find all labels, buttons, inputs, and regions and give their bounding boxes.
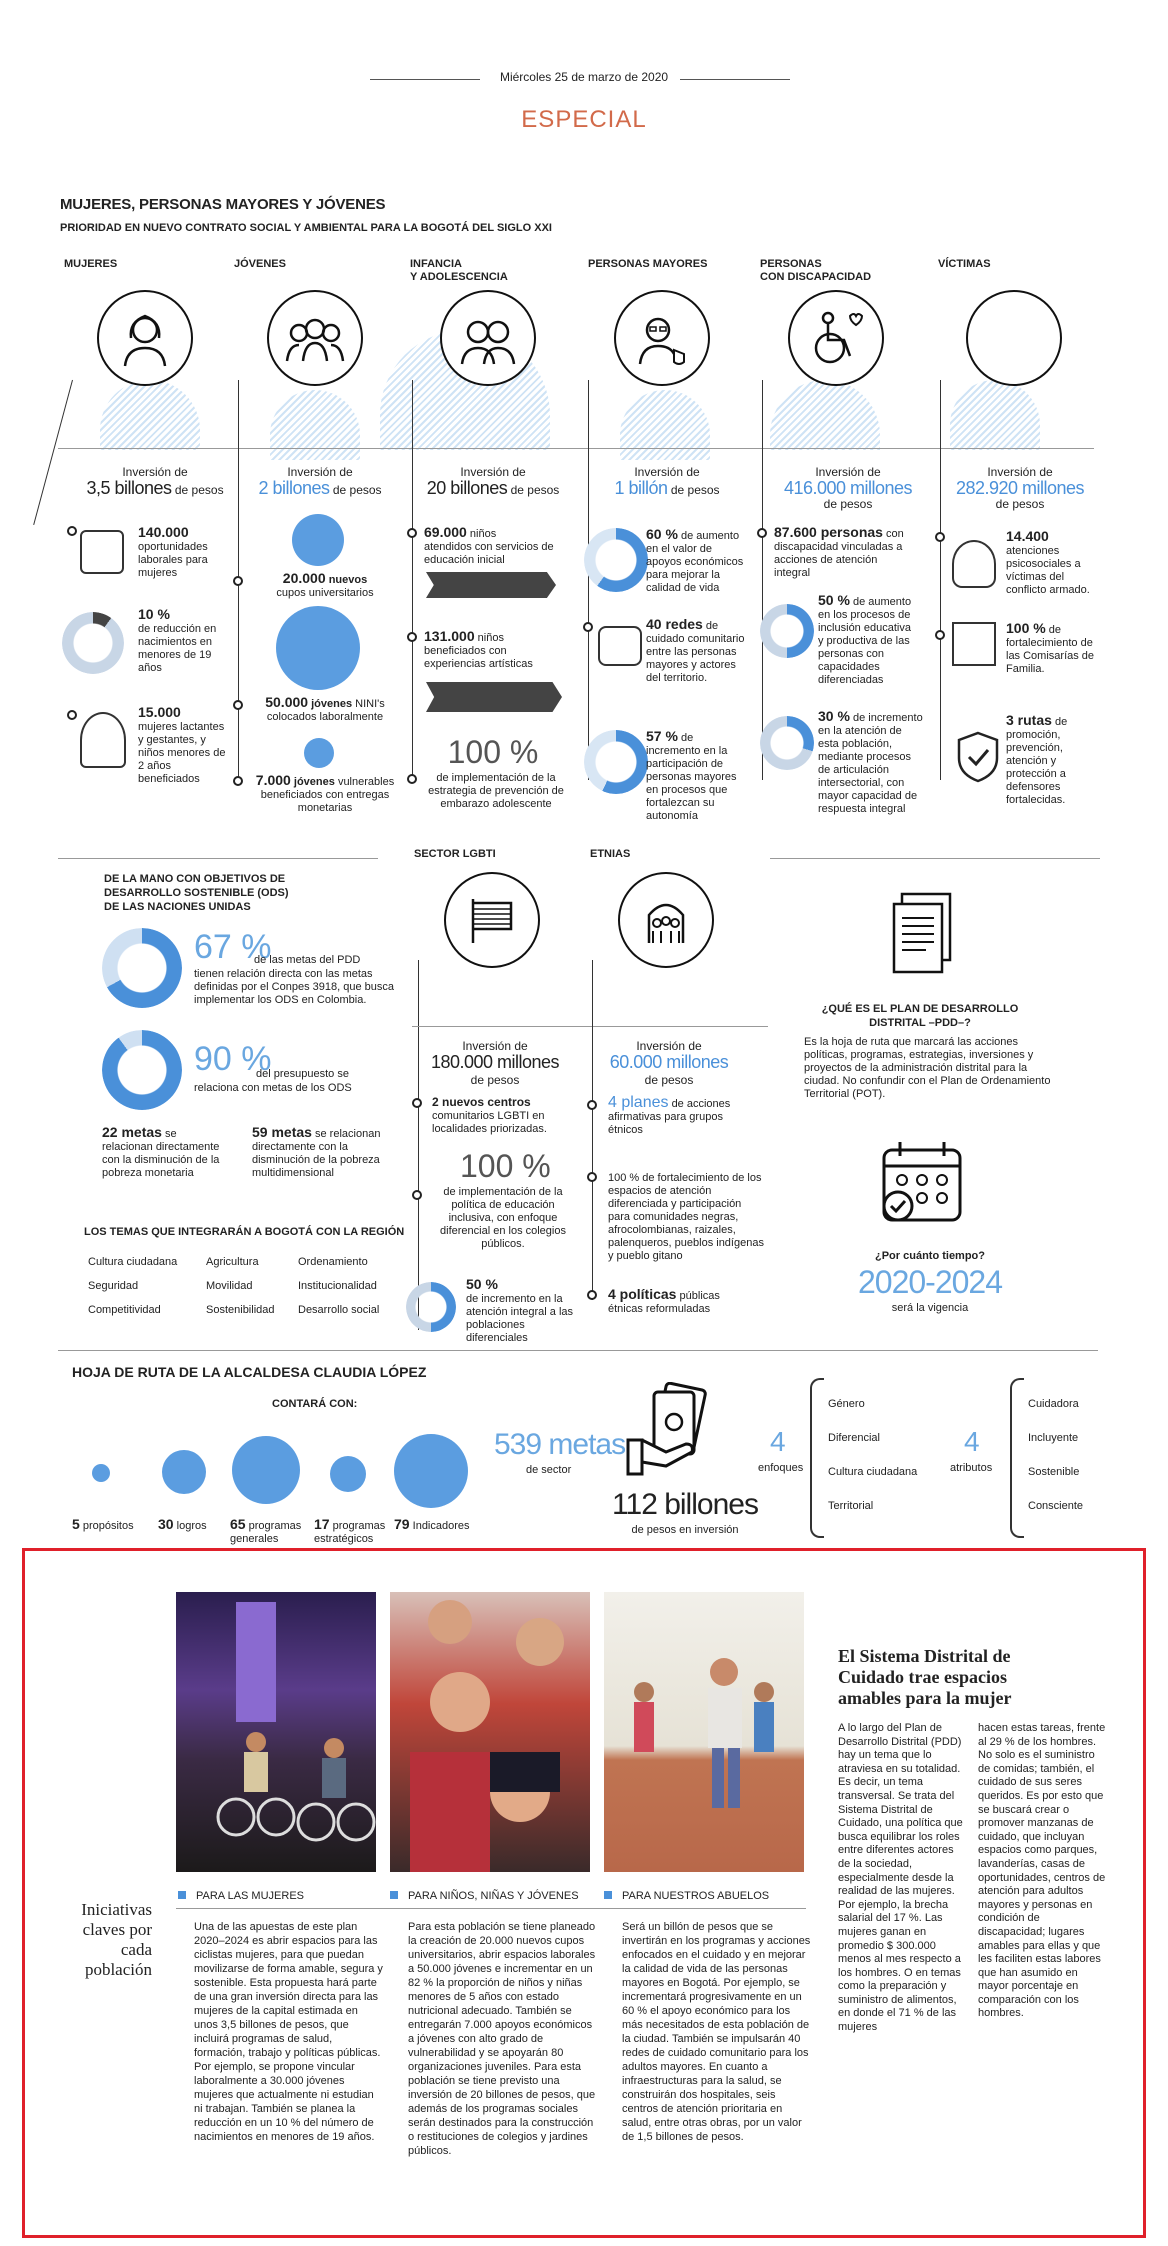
dot xyxy=(583,622,593,632)
cat-etnias: ETNIAS xyxy=(590,848,631,860)
discapacidad-item-3: 30 % de incremento en la atención de esta población, mediante procesos de articulación intersectorial, con mayor capacidad de respuesta integral xyxy=(818,708,923,815)
shield-check-icon xyxy=(955,730,1001,784)
hoja-item: 79 Indicadores xyxy=(394,1516,470,1532)
photo-cyclists xyxy=(176,1592,376,1872)
dot xyxy=(587,1172,597,1182)
dot xyxy=(407,632,417,642)
vline-3 xyxy=(412,380,413,780)
donut-mayores-1 xyxy=(584,528,648,592)
donut-discapacidad-2 xyxy=(760,716,814,770)
theme-item: Seguridad xyxy=(88,1280,139,1292)
atributo-item: Consciente xyxy=(1028,1500,1084,1512)
mid-divider-right xyxy=(770,858,1100,859)
infancia-big-pct: 100 % xyxy=(447,734,539,770)
hatch-4 xyxy=(620,390,710,460)
theme-item: Cultura ciudadana xyxy=(88,1256,178,1268)
lgbti-divider xyxy=(412,1026,768,1027)
lgbti-item-2: de implementación de la política de educación inclusiva, con enfoque diferencial en los colegios públicos. xyxy=(440,1186,566,1250)
top-divider xyxy=(58,448,1094,449)
dot xyxy=(233,700,243,710)
bubble-programas-generales xyxy=(232,1436,300,1504)
dot xyxy=(233,576,243,586)
lgbti-big-pct: 100 % xyxy=(460,1148,551,1184)
hoja-title: HOJA DE RUTA DE LA ALCALDESA CLAUDIA LÓPEZ xyxy=(72,1364,427,1380)
money-hand-icon xyxy=(626,1382,722,1482)
dot xyxy=(587,1290,597,1300)
victimas-item-2: 100 % de fortalecimiento de las Comisarías de Familia. xyxy=(1006,620,1095,675)
dot xyxy=(935,630,945,640)
enfoques-number: 4 xyxy=(770,1426,786,1457)
dot xyxy=(587,1100,597,1110)
donut-ods-90 xyxy=(102,1030,182,1110)
jovenes-item-3: 7.000 jóvenes vulnerables beneficiados con entregas monetarias xyxy=(255,772,395,814)
vline-lgbti xyxy=(418,960,419,1330)
vline-etnias xyxy=(592,960,593,1300)
enfoques-bracket xyxy=(810,1378,824,1538)
section-label: ESPECIAL xyxy=(521,106,647,133)
dot xyxy=(412,1098,422,1108)
inv-jovenes: Inversión de 2 billones de pesos xyxy=(258,465,382,498)
jovenes-item-2: 50.000 jóvenes NINI's colocados laboralmente xyxy=(265,694,385,723)
ods-text-2b: relaciona con metas de los ODS xyxy=(194,1082,352,1094)
contara-label: CONTARÁ CON: xyxy=(272,1398,358,1410)
enfoque-item: Territorial xyxy=(828,1500,874,1512)
metas-number: 539 metas xyxy=(494,1428,626,1461)
donut-discapacidad-1 xyxy=(760,604,814,658)
photo-children xyxy=(390,1592,590,1872)
pdd-question: ¿QUÉ ES EL PLAN DE DESARROLLO DISTRITAL –PDD–? xyxy=(821,1003,1019,1029)
infancia-item-2: 131.000 niños beneficiados con experiencias artísticas xyxy=(424,628,533,670)
hoja-item: 17 programas estratégicos xyxy=(314,1516,386,1545)
victimas-item-1: 14.400 atenciones psicosociales a víctimas del conflicto armado. xyxy=(1006,528,1090,596)
hatch-2 xyxy=(270,390,360,460)
atributo-item: Cuidadora xyxy=(1028,1398,1079,1410)
dot xyxy=(67,526,77,536)
theme-item: Institucionalidad xyxy=(298,1280,377,1292)
dot xyxy=(935,532,945,542)
elderly-icon xyxy=(614,290,710,386)
theme-item: Competitividad xyxy=(88,1304,161,1316)
mujeres-item-3: 15.000 mujeres lactantes y gestantes, y niños menores de 2 años beneficiados xyxy=(138,704,226,785)
inv-mujeres: Inversión de 3,5 billones de pesos xyxy=(86,465,224,498)
cat-mayores: PERSONAS MAYORES xyxy=(588,258,708,270)
dot xyxy=(233,776,243,786)
dot xyxy=(757,528,767,538)
handshake-icon xyxy=(598,626,642,666)
victims-icon xyxy=(966,290,1062,386)
dot xyxy=(412,1190,422,1200)
inv-lgbti: Inversión de 180.000 millones de pesos xyxy=(430,1039,560,1087)
etnias-item-3: 4 políticas públicas étnicas reformuladas xyxy=(608,1286,720,1315)
cat-lgbti: SECTOR LGBTI xyxy=(414,848,496,860)
pdd-question-2: ¿Por cuánto tiempo? xyxy=(875,1250,985,1262)
mujeres-item-2: 10 % de reducción en nacimientos en menores de 19 años xyxy=(138,606,217,674)
ods-pct-67: 67 % xyxy=(194,928,272,966)
building-icon xyxy=(952,622,996,666)
donut-lgbti xyxy=(406,1282,456,1332)
theme-item: Movilidad xyxy=(206,1280,253,1292)
bubble-jovenes-3 xyxy=(304,738,334,768)
woman-icon xyxy=(97,290,193,386)
header-date: Miércoles 25 de marzo de 2020 xyxy=(499,70,669,84)
calendar-icon xyxy=(880,1140,964,1226)
arrow-bar-2 xyxy=(426,682,562,712)
ods-metas-1: 22 metas se relacionan directamente con la disminución de la pobreza monetaria xyxy=(102,1124,220,1179)
flag-icon xyxy=(444,872,540,968)
billones-label: de pesos en inversión xyxy=(631,1524,739,1536)
inv-discapacidad: Inversión de 416.000 millones de pesos xyxy=(783,465,913,511)
cat-jovenes: JÓVENES xyxy=(234,258,286,270)
page-title: MUJERES, PERSONAS MAYORES Y JÓVENES xyxy=(60,196,386,213)
inv-victimas: Inversión de 282.920 millones de pesos xyxy=(955,465,1085,511)
discapacidad-item-1: 87.600 personas con discapacidad vinculadas a acciones de atención integral xyxy=(774,524,904,579)
billones-number: 112 billones xyxy=(612,1488,758,1521)
hatch-5 xyxy=(770,380,880,450)
metas-sector: de sector xyxy=(526,1464,572,1476)
side-title: Iniciativas claves por cada población xyxy=(81,1900,152,1979)
enfoque-item: Diferencial xyxy=(828,1432,880,1444)
photo-elderly xyxy=(604,1592,804,1872)
atributo-item: Incluyente xyxy=(1028,1432,1079,1444)
theme-item: Agricultura xyxy=(206,1256,259,1268)
theme-item: Ordenamiento xyxy=(298,1256,368,1268)
ods-text-1a: de las metas del PDD xyxy=(254,954,361,966)
dot xyxy=(407,528,417,538)
inv-mayores: Inversión de 1 billón de pesos xyxy=(614,465,720,498)
worker-icon xyxy=(80,530,124,574)
atributos-label: atributos xyxy=(950,1462,993,1474)
vline-6 xyxy=(940,380,941,780)
bubble-propositos xyxy=(92,1464,110,1482)
col-text-abuelos: Será un billón de pesos que se invertirán en los programas y acciones enfocados en el cuidado y en mejorar la calidad de vida de las personas mayores en Bogotá. Por ejemplo, se incrementará progresivamente en un 60 % el apoyo económico para los más necesitados de esta población de la ciudad. También se impulsarán 40 redes de cuidado comunitario para los adultos mayores. En cuanto a infraestructuras para la salud, se construirán dos hospitales, seis centros de atención prioritaria en salud, entre otras obras, por un valor de 1,5 billones de pesos. xyxy=(622,1921,811,2143)
bubble-jovenes-1 xyxy=(292,514,344,566)
vline-4 xyxy=(588,380,589,780)
mayores-item-1: 60 % de aumento en el valor de apoyos económicos para mejorar la calidad de vida xyxy=(646,526,744,594)
jovenes-item-1: 20.000 nuevos cupos universitarios xyxy=(276,570,374,599)
wheelchair-icon xyxy=(788,290,884,386)
vline-5 xyxy=(762,380,763,780)
bubble-indicadores xyxy=(394,1434,468,1508)
ods-title: DE LA MANO CON OBJETIVOS DE DESARROLLO SOSTENIBLE (ODS) DE LAS NACIONES UNIDAS xyxy=(104,873,289,913)
theme-item: Sostenibilidad xyxy=(206,1304,275,1316)
etnias-item-2: 100 % de fortalecimiento de los espacios de atención diferenciada y participación para comunidades negras, afrocolombianas, raizales, palenqueros, pueblos indígenas y pueblo gitano xyxy=(608,1172,764,1262)
pdd-vigencia: será la vigencia xyxy=(891,1302,969,1314)
dot xyxy=(67,710,77,720)
infancia-item-3: de implementación de la estrategia de prevención de embarazo adolescente xyxy=(428,772,564,810)
mayores-item-3: 57 % de incremento en la participación de personas mayores en procesos que fortalezcan su autonomía xyxy=(646,728,737,822)
atributo-item: Sostenible xyxy=(1028,1466,1080,1478)
ods-metas-2: 59 metas se relacionan directamente con la disminución de la pobreza multidimensional xyxy=(252,1124,381,1179)
hoja-divider xyxy=(58,1350,1098,1351)
victimas-item-3: 3 rutas de promoción, prevención, atención y protección a defensores fortalecidas. xyxy=(1006,712,1068,806)
children-icon xyxy=(440,290,536,386)
pdd-years: 2020-2024 xyxy=(857,1264,1003,1300)
donut-mujeres xyxy=(62,612,124,674)
cat-victimas: VÍCTIMAS xyxy=(938,258,991,270)
ods-text-2a: del presupuesto se xyxy=(256,1068,349,1080)
header-rule-right xyxy=(680,79,790,80)
discapacidad-item-2: 50 % de aumento en los procesos de inclusión educativa y productiva de las personas con capacidades diferenciadas xyxy=(818,592,912,686)
col-text-mujeres: Una de las apuestas de este plan 2020–2024 es abrir espacios para las ciclistas mujeres, para que puedan movilizarse de forma amable, segura y sostenible. Esta propuesta hará parte de una gran inversión directa para las mujeres de la capital estimada en unos 3,5 billones de pesos, que incluirá programas de salud, formación, trabajo y políticas públicas. Por ejemplo, se propone vincular laboralmente a 30.000 jóvenes mujeres que actualmente ni estudian ni trabajan. También se planea la reducción en un 10 % del número de nacimientos en menores de 19 años. xyxy=(194,1921,383,2143)
inv-infancia: Inversión de 20 billones de pesos xyxy=(426,465,560,498)
lgbti-item-3: 50 % de incremento en la atención integral a las poblaciones diferenciales xyxy=(466,1276,574,1344)
mujeres-item-1: 140.000 oportunidades laborales para mujeres xyxy=(138,524,208,579)
lgbti-item-1: 2 nuevos centros comunitarios LGBTI en localidades priorizadas. xyxy=(432,1095,547,1135)
mayores-item-2: 40 redes de cuidado comunitario entre las personas mayores y actores del territorio. xyxy=(646,616,745,684)
inv-etnias: Inversión de 60.000 millones de pesos xyxy=(609,1039,729,1087)
document-icon xyxy=(890,892,956,976)
dot xyxy=(407,774,417,784)
hatch-1 xyxy=(100,380,200,450)
tribe-icon xyxy=(618,872,714,968)
article-title: El Sistema Distrital de Cuidado trae espacios amables para la mujer xyxy=(838,1646,1012,1708)
enfoques-label: enfoques xyxy=(758,1462,804,1474)
article-col-1: A lo largo del Plan de Desarrollo Distrital (PDD) hay un tema que lo atraviesa en su totalidad. Es decir, un tema transversal. Se trata del Sistema Distrital de Cuidado, una política que busca equilibrar los roles entre diferentes actores de la sociedad, especialmente desde la realidad de las mujeres. Por ejemplo, la brecha salarial del 17 %. Las mujeres ganan en promedio $ 300.000 menos al mes respecto a los hombres. O en temas como la preparación y suministro de alimentos, en donde el 71 % de las mujeres xyxy=(838,1722,963,2034)
col-text-ninos: Para esta población se tiene planeado la creación de 20.000 nuevos cupos universitarios, abrir espacios laborales a 50.000 jóvenes e incrementar en un 82 % la proporción de niños y niñas menores de 5 años con estado nutricional adecuado. También se entregarán 7.000 apoyos económicos a jóvenes con alto grado de vulnerabilidad y se apoyarán 80 organizaciones juveniles. Para esta población se tiene previsto una inversión de 20 billones de pesos, que además de los programas sociales serán destinados para la construcción o restituciones de colegios y jardines públicos. xyxy=(408,1921,596,2157)
pdd-text: Es la hoja de ruta que marcará las acciones políticas, programas, estrategias, inversiones y proyectos de la administración distrital para la ciudad. No confundir con el Plan de Ordenamiento Territorial (POT). xyxy=(804,1036,1051,1100)
hoja-item: 65 programas generales xyxy=(230,1516,302,1545)
col-head-abuelos: PARA NUESTROS ABUELOS xyxy=(604,1890,769,1902)
bubble-logros xyxy=(162,1450,206,1494)
hoja-item: 5 propósitos xyxy=(72,1516,134,1532)
youth-group-icon xyxy=(267,290,363,386)
mid-divider-left xyxy=(58,858,378,859)
themes-title: LOS TEMAS QUE INTEGRARÁN A BOGOTÁ CON LA REGIÓN xyxy=(84,1226,405,1238)
bubble-jovenes-2 xyxy=(276,606,360,690)
mother-baby-icon xyxy=(80,712,126,768)
arrow-bar-1 xyxy=(426,572,556,598)
vline-1 xyxy=(33,380,73,525)
hoja-item: 30 logros xyxy=(158,1516,207,1532)
infancia-item-1: 69.000 niños atendidos con servicios de educación inicial xyxy=(424,524,554,566)
article-col-2: hacen estas tareas, frente al 29 % de los hombres. No solo es el suministro de comidas; también, el cuidado de sus seres queridos. Es por esto que se buscará crear o promover manzanas de cuidado, que incluyan espacios como parques, lavanderías, casas de oportunidades, centros de atención para adultos mayores y personas en condición de discapacidad; lugares amables para ellas y que les faciliten estas labores que han asumido en mayor porcentaje en comparación con los hombres. xyxy=(978,1722,1106,2020)
head-puzzle-icon xyxy=(952,540,996,588)
etnias-item-1: 4 planes de acciones afirmativas para grupos étnicos xyxy=(608,1094,731,1136)
cat-mujeres: MUJERES xyxy=(64,258,118,270)
bubble-programas-estrategicos xyxy=(330,1456,366,1492)
enfoque-item: Género xyxy=(828,1398,865,1410)
atributos-bracket xyxy=(1010,1378,1024,1538)
ods-pct-90: 90 % xyxy=(194,1040,272,1078)
cat-discapacidad: PERSONAS CON DISCAPACIDAD xyxy=(760,258,872,283)
donut-ods-67 xyxy=(102,928,182,1008)
col-head-mujeres: PARA LAS MUJERES xyxy=(178,1890,304,1902)
ods-text-1b: tienen relación directa con las metas definidas por el Conpes 3918, que busca implementar los ODS en Colombia. xyxy=(194,968,394,1006)
page-subtitle: PRIORIDAD EN NUEVO CONTRATO SOCIAL Y AMBIENTAL PARA LA BOGOTÁ DEL SIGLO XXI xyxy=(60,222,552,234)
cat-infancia: INFANCIA Y ADOLESCENCIA xyxy=(410,258,508,283)
donut-mayores-2 xyxy=(584,730,648,794)
enfoque-item: Cultura ciudadana xyxy=(828,1466,918,1478)
theme-item: Desarrollo social xyxy=(298,1304,380,1316)
atributos-number: 4 xyxy=(964,1426,980,1457)
hatch-6 xyxy=(950,380,1040,450)
col-head-ninos: PARA NIÑOS, NIÑAS Y JÓVENES xyxy=(390,1890,579,1902)
col-head-rule xyxy=(176,1908,806,1909)
